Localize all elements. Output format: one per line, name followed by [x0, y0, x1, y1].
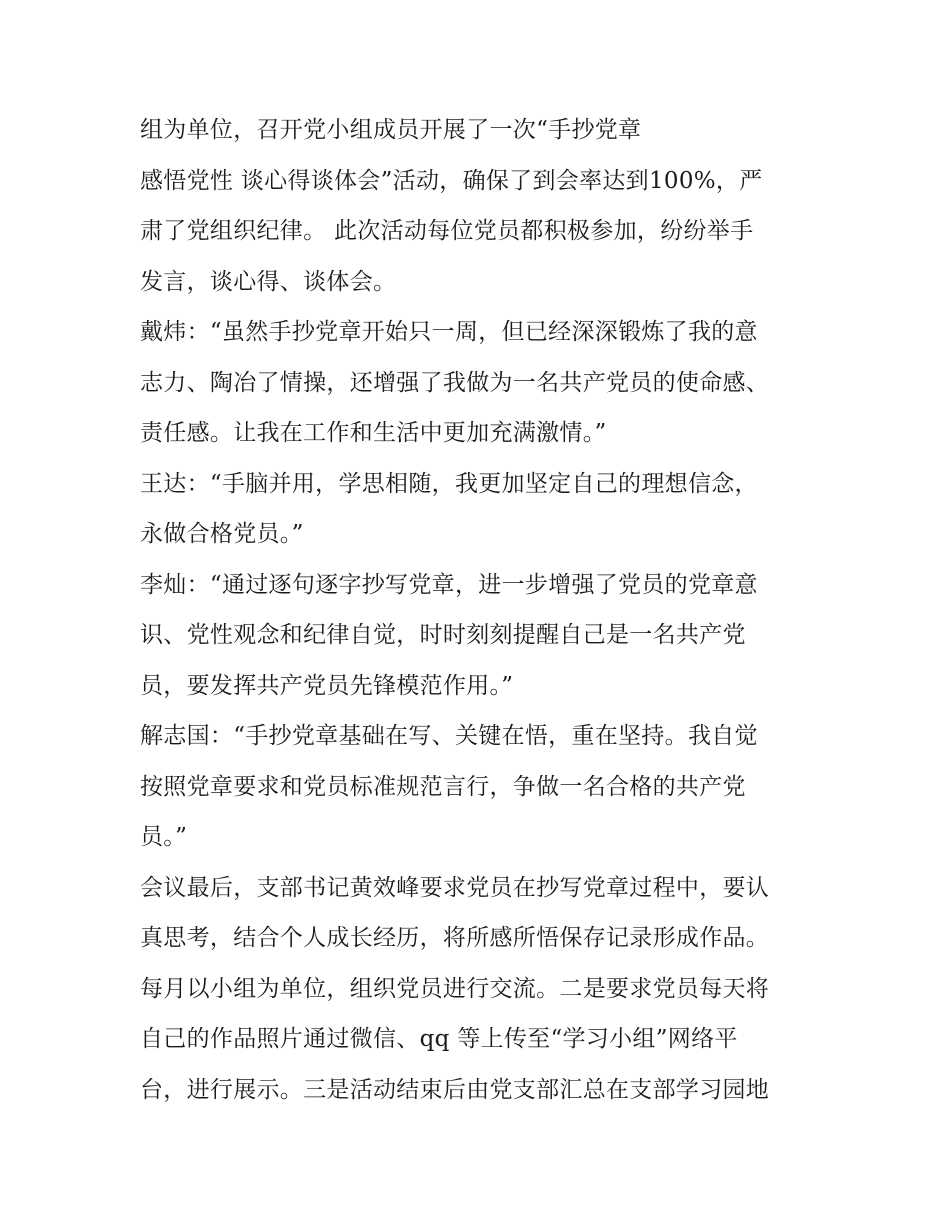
text-line: 真思考，结合个人成长经历，将所感所悟保存记录形成作品。	[140, 925, 770, 951]
text-line: 肃了党组织纪律。 此次活动每位党员都积极参加，纷纷举手	[140, 218, 754, 244]
text-line: 员，要发挥共产党员先锋模范作用。”	[140, 672, 514, 699]
text-line: 解志国：“手抄党章基础在写、关键在悟，重在坚持。我自觉	[140, 723, 758, 749]
text-line: 每月以小组为单位，组织党员进行交流。二是要求党员每天将	[140, 975, 770, 1002]
text-line: 台，进行展示。三是活动结束后由党支部汇总在支部学习园地	[140, 1076, 770, 1103]
text-line: 按照党章要求和党员标准规范言行，争做一名合格的共产党	[140, 773, 746, 800]
text-line: 发言，谈心得、谈体会。	[140, 268, 397, 295]
text-line: 王达：“手脑并用，学思相随，我更加坚定自己的理想信念，	[140, 470, 758, 497]
body-text	[140, 105, 820, 1115]
text-line: 志力、陶冶了情操，还增强了我做为一名共产党员的使命感、	[140, 369, 770, 396]
text-line: 永做合格党员。”	[140, 521, 304, 547]
text-line: 戴炜：“虽然手抄党章开始只一周，但已经深深锻炼了我的意	[140, 319, 758, 345]
text-line: 识、党性观念和纪律自觉，时时刻刻提醒自己是一名共产党	[140, 622, 746, 648]
text-line: 李灿：“通过逐句逐字抄写党章，进一步增强了党员的党章意	[140, 571, 758, 598]
text-line: 自己的作品照片通过微信、qq 等上传至“学习小组”网络平	[140, 1026, 738, 1052]
text-line: 组为单位，召开党小组成员开展了一次“手抄党章	[140, 117, 642, 143]
text-line: 员。”	[140, 824, 188, 850]
text-line: 会议最后，支部书记黄效峰要求党员在抄写党章过程中，要认	[140, 874, 770, 901]
text-line: 责任感。让我在工作和生活中更加充满激情。”	[140, 420, 607, 446]
text-line: 感悟党性 谈心得谈体会”活动，确保了到会率达到100%，严	[140, 167, 763, 194]
